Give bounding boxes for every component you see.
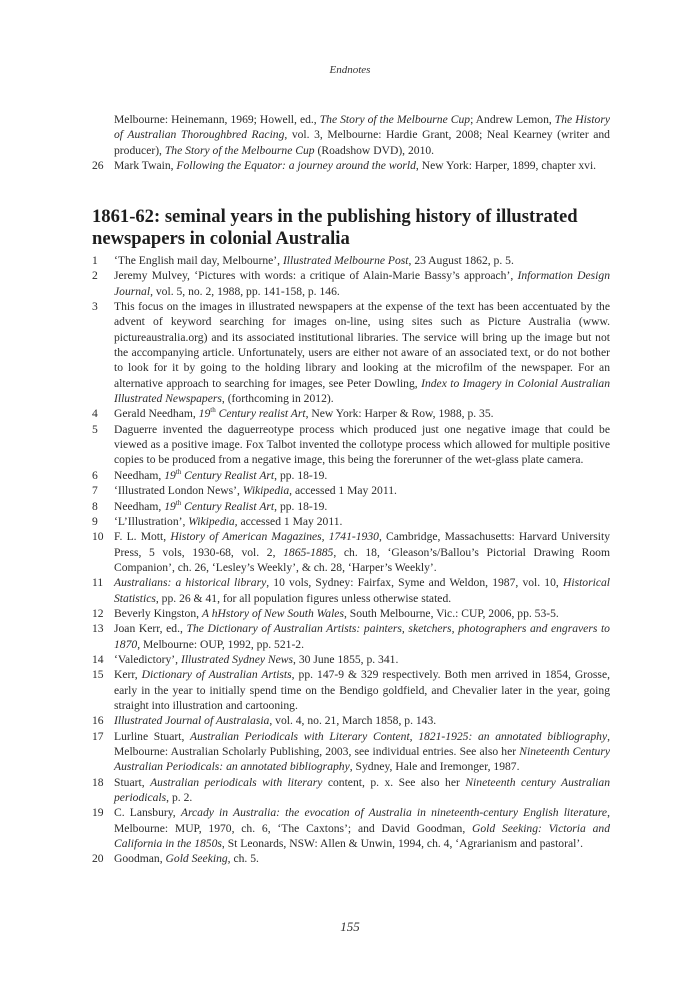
running-head: Endnotes	[329, 64, 371, 76]
endnote-number: 11	[92, 576, 104, 590]
endnote	[92, 268, 610, 299]
endnote	[92, 468, 610, 483]
endnote	[92, 299, 610, 406]
endnote-text: Jeremy Mulvey, ‘Pictures with words: a critique of Alain-Marie Bassy’s approach’, Information Design Journal, vol. 5, no. 2, 1988, pp. 141-158, p. 146.	[114, 269, 610, 298]
endnote-text: Lurline Stuart, Australian Periodicals with Literary Content, 1821-1925: an annotated bibliography, Melbourne: Australian Scholarly Publishing, 2003, see individual entries. See also her Nineteenth Century Australian Periodicals: an annotated bibliography, Sydney, Hale and Iremonger, 1987.	[114, 729, 611, 774]
endnote-number: 14	[92, 652, 104, 666]
endnote-number: 5	[92, 422, 98, 436]
endnote-number: 16	[92, 714, 104, 728]
endnote-number: 26	[92, 159, 104, 173]
endnote-text: C. Lansbury, Arcady in Australia: the evocation of Australia in nineteenth-century English literature, Melbourne: MUP, 1970, ch. 6, ‘The Caxtons’; and David Goodman, Gold Seeking: Victoria and California in the 1850s, St Leonards, NSW: Allen & Unwin, 1994, ch. 4, ‘Agrarianism and pastoral’.	[114, 806, 610, 851]
endnote-number: 12	[92, 606, 104, 620]
endnote-number: 10	[92, 530, 104, 544]
endnote-number: 1	[92, 254, 98, 267]
endnote	[92, 621, 610, 652]
endnote-text: Illustrated Journal of Australasia, vol. 4, no. 21, March 1858, p. 143.	[114, 714, 437, 728]
endnote-text: Beverly Kingston, A hHstory of New South Wales, South Melbourne, Vic.: CUP, 2006, pp. 53-5.	[114, 606, 559, 620]
endnote-number: 17	[92, 729, 104, 743]
endnote	[92, 729, 610, 775]
endnote	[92, 483, 610, 498]
endnote-text: Goodman, Gold Seeking, ch. 5.	[114, 852, 259, 866]
endnote-text: ‘L’Illustration’, Wikipedia, accessed 1 May 2011.	[114, 514, 343, 528]
endnote-text: Daguerre invented the daguerreotype process which produced just one negative image that could be viewed as a positive image. Fox Talbot invented the collotype process which allowed for multiple positive copies to be produced from a negative image, this being the forerunner of the wet-glass plate camera.	[114, 422, 610, 467]
endnote	[92, 606, 610, 621]
endnote-number: 19	[92, 806, 104, 820]
endnote-number: 8	[92, 499, 98, 513]
endnote-text: Gerald Needham, 19th Century realist Art, New York: Harper & Row, 1988, p. 35.	[114, 406, 494, 421]
endnote	[92, 575, 610, 606]
endnote-text: Needham, 19th Century Realist Art, pp. 18-19.	[114, 467, 328, 482]
endnote	[92, 667, 610, 713]
endnote-text: Needham, 19th Century Realist Art, pp. 18-19.	[114, 498, 328, 513]
endnote-text: ‘Illustrated London News’, Wikipedia, accessed 1 May 2011.	[114, 484, 397, 498]
endnote	[92, 652, 610, 667]
endnote	[92, 775, 610, 806]
endnote-number: 7	[92, 484, 98, 498]
endnote	[92, 499, 610, 514]
endnote-text: Mark Twain, Following the Equator: a journey around the world, New York: Harper, 1899, chapter xvi.	[114, 159, 597, 173]
endnote-number: 15	[92, 668, 104, 682]
endnote	[92, 406, 610, 421]
endnote	[92, 422, 610, 468]
endnote	[92, 112, 610, 158]
endnote-number: 3	[92, 300, 98, 314]
endnote-text: Joan Kerr, ed., The Dictionary of Australian Artists: painters, sketchers, photographers and engravers to 1870, Melbourne: OUP, 1992, pp. 521-2.	[114, 622, 610, 651]
endnote-number: 18	[92, 775, 104, 789]
endnote	[92, 851, 610, 866]
endnote-text: ‘Valedictory’, Illustrated Sydney News, 30 June 1855, p. 341.	[114, 652, 399, 666]
endnote-text: Melbourne: Heinemann, 1969; Howell, ed., The Story of the Melbourne Cup; Andrew Lemon, The History of Australian Thoroughbred Racing, vol. 3, Melbourne: Hardie Grant, 2008; Neal Kearney (writer and producer), The Story of the Melbourne Cup (Roadshow DVD), 2010.	[114, 113, 610, 157]
endnote-number: 9	[92, 514, 98, 528]
endnotes-list	[92, 253, 610, 867]
endnote-number: 13	[92, 622, 104, 636]
endnote-number: 20	[92, 852, 104, 866]
endnote-number: 6	[92, 468, 98, 482]
endnote-text: Australians: a historical library, 10 vols, Sydney: Fairfax, Syme and Weldon, 1987, vol. 10, Historical Statistics, pp. 26 & 41, for all population figures unless otherwise stated.	[114, 576, 610, 605]
endnote	[92, 514, 610, 529]
endnote	[92, 158, 610, 173]
continued-notes	[92, 112, 610, 173]
page-number: 155	[340, 919, 360, 934]
endnote	[92, 529, 610, 575]
endnote-text: ‘The English mail day, Melbourne’, Illustrated Melbourne Post, 23 August 1862, p. 5.	[114, 254, 514, 267]
endnote-text: Kerr, Dictionary of Australian Artists, pp. 147-9 & 329 respectively. Both men arrived in 1854, Grosse, early in the year to initially spend time on the Bendigo goldfield, and Chevalier later in the year, going straight into illustration and cartooning.	[114, 668, 610, 712]
endnote	[92, 713, 610, 728]
endnote-text: Stuart, Australian periodicals with literary content, p. x. See also her Nineteenth century Australian periodicals, p. 2.	[114, 775, 610, 805]
endnote	[92, 805, 610, 851]
endnote	[92, 253, 610, 268]
section-heading: 1861-62: seminal years in the publishing history of illustrated newspapers in colonial Australia	[92, 206, 578, 249]
endnote-number: 4	[92, 407, 98, 421]
endnote-number: 2	[92, 269, 98, 283]
endnote-text: F. L. Mott, History of American Magazines, 1741-1930, Cambridge, Massachusetts: Harvard University Press, 5 vols, 1930-68, vol. 2, 1865-1885, ch. 18, ‘Gleason’s/Ballou’s Pictorial Drawing Room Companion’, ch. 26, ‘Lesley’s Weekly’, & ch. 28, ‘Harper’s Weekly’.	[114, 530, 610, 574]
endnote-text: This focus on the images in illustrated newspapers at the expense of the text has been accentuated by the advent of keyword searching for images on-line, using sites such as Picture Australia (www. pictureaustralia.org) and its associated institutional libraries. The service will bring up the image but not the accompanying article. Unfortunately, users are either not aware of an associated text, or do not bother to look for it by going to the holding library and looking at the microfilm of the newspaper. For an alternative approach to searching for images, see Peter Dowling, Index to Imagery in Colonial Australian Illustrated Newspapers, (forthcoming in 2012).	[114, 300, 610, 406]
